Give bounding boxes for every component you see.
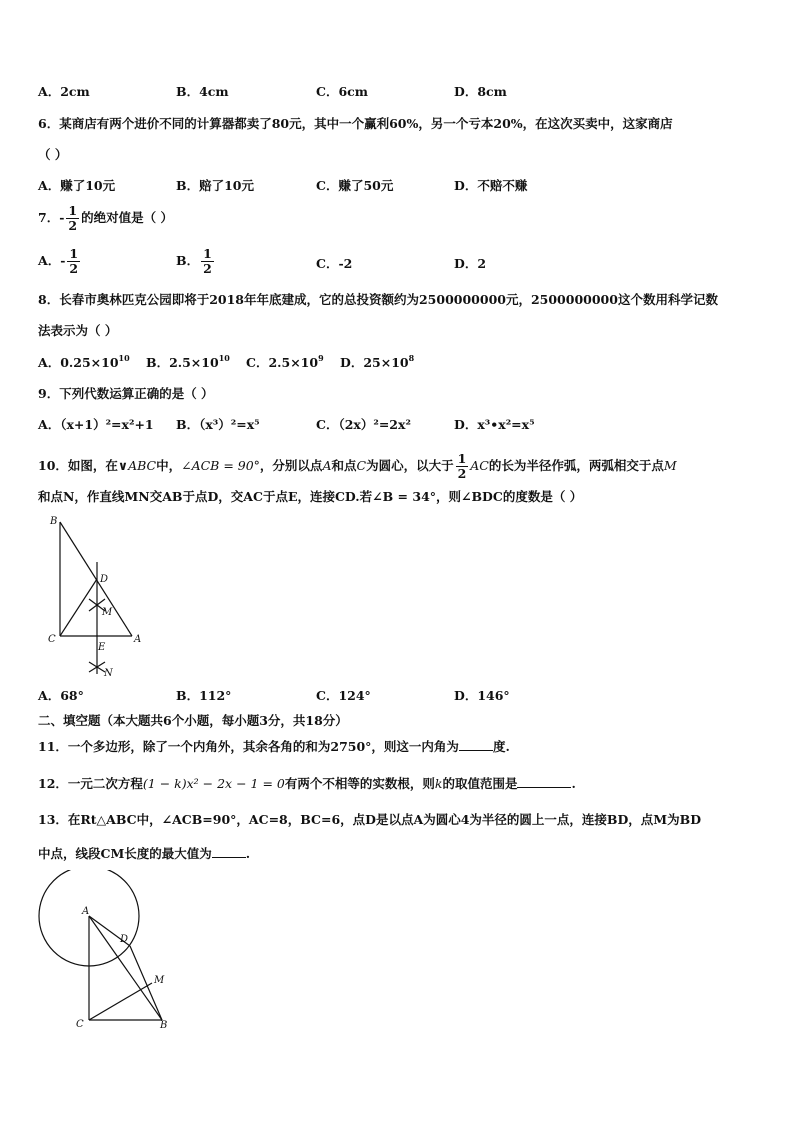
q9-option-a: A．（x+1）²=x²+1 bbox=[38, 417, 154, 432]
q13-figure bbox=[36, 870, 176, 1035]
q11-answer-blank bbox=[459, 738, 493, 751]
q6-option-b: B．赔了10元 bbox=[176, 178, 254, 193]
q6-paren: （ ） bbox=[38, 147, 68, 162]
q9-option-b: B．（x³）²=x⁵ bbox=[176, 417, 260, 432]
q5-option-a: A．2cm bbox=[38, 84, 90, 99]
q6-option-c: C．赚了50元 bbox=[316, 178, 394, 193]
q8-option-b: B．$2.5\times 10^{10}$ bbox=[146, 353, 230, 370]
q13-question-line1: 13．在Rt△ABC中，∠ACB=90°，AC=8，BC=6，点D是以点A为圆心4为半径的圆上一点，连接BD，点M为BD bbox=[38, 812, 702, 827]
label-C: C bbox=[76, 1019, 84, 1030]
label-M: M bbox=[102, 607, 113, 618]
label-D: D bbox=[120, 934, 129, 945]
q7-prefix: 7．- bbox=[38, 210, 65, 225]
q13-question-line2: 中点，线段CM长度的最大值为 . bbox=[38, 846, 251, 861]
q8-option-a: A．$0.25\times 10^{10}$ bbox=[38, 353, 130, 370]
q8-question-line2: 法表示为（ ） bbox=[38, 323, 118, 338]
label-A: A bbox=[134, 634, 142, 645]
q10-fraction: $\frac{1}{2}$ bbox=[457, 451, 467, 481]
q10-question-line1: 10．如图，在∨ABC中，∠ACB = 90°，分别以点A和点C为圆心，以大于 $\frac{1}{2}$ AC的长为半径作弧，两弧相交于点M bbox=[38, 451, 677, 481]
q10-option-c: C．124° bbox=[316, 688, 371, 703]
q10-option-b: B．112° bbox=[176, 688, 232, 703]
q7-question bbox=[38, 204, 173, 233]
label-M: M bbox=[154, 975, 165, 986]
q5-option-b: B．4cm bbox=[176, 84, 229, 99]
q13-answer-blank bbox=[212, 845, 246, 858]
q6-question: 6．某商店有两个进价不同的计算器都卖了80元，其中一个赢利60%，另一个亏本20%，在这次买卖中，这家商店 bbox=[38, 116, 673, 131]
q10-option-a: A．68° bbox=[38, 688, 84, 703]
q10-question-line2: 和点N，作直线MN交AB于点D，交AC于点E，连接CD.若∠B = 34°，则∠BDC的度数是（ ） bbox=[38, 489, 583, 504]
q12-equation: (1 − k)x² − 2x − 1 = 0 bbox=[142, 776, 285, 791]
q11-question: 11．一个多边形，除了一个内角外，其余各角的和为2750°，则这一内角为 度. bbox=[38, 739, 510, 754]
label-B: B bbox=[50, 516, 58, 527]
q12-question: 12．一元二次方程(1 − k)x² − 2x − 1 = 0有两个不相等的实数根，则k的取值范围是 . bbox=[38, 776, 576, 791]
q10-figure bbox=[44, 512, 154, 682]
label-B: B bbox=[160, 1020, 168, 1031]
q7-option-c: C．-2 bbox=[316, 256, 353, 271]
triangle-symbol: ∨ bbox=[117, 458, 129, 473]
q6-option-d: D．不赔不赚 bbox=[454, 178, 528, 193]
label-C: C bbox=[48, 634, 56, 645]
q9-question: 9．下列代数运算正确的是（ ） bbox=[38, 386, 214, 401]
q7-suffix: 的绝对值是（ ） bbox=[81, 210, 173, 225]
q7-option-d: D．2 bbox=[454, 256, 487, 271]
q7-option-b: B． $\frac{1}{2}$ bbox=[176, 246, 212, 276]
q8-option-c: C．$2.5\times 10^9$ bbox=[246, 353, 324, 370]
q8-question-line1: 8．长春市奥林匹克公园即将于2018年年底建成，它的总投资额约为2500000000元，2500000000这个数用科学记数 bbox=[38, 292, 718, 307]
label-E: E bbox=[98, 642, 106, 653]
label-A: A bbox=[82, 906, 90, 917]
q7-fraction: $\frac{1}{2}$ bbox=[68, 203, 78, 233]
label-N: N bbox=[104, 668, 113, 679]
q5-option-c: C．6cm bbox=[316, 84, 368, 99]
label-D: D bbox=[100, 574, 109, 585]
q8-option-d: D．$25\times 10^8$ bbox=[340, 353, 415, 370]
q9-option-d: D．x³•x²=x⁵ bbox=[454, 417, 535, 432]
q9-option-c: C．（2x）²=2x² bbox=[316, 417, 411, 432]
q10-option-d: D．146° bbox=[454, 688, 510, 703]
q5-option-d: D．8cm bbox=[454, 84, 507, 99]
q12-answer-blank bbox=[517, 775, 571, 788]
q6-option-a: A．赚了10元 bbox=[38, 178, 116, 193]
q7-option-a: A．- $\frac{1}{2}$ bbox=[38, 246, 79, 276]
section-title: 二、填空题（本大题共6个小题，每小题3分，共18分） bbox=[38, 713, 348, 728]
